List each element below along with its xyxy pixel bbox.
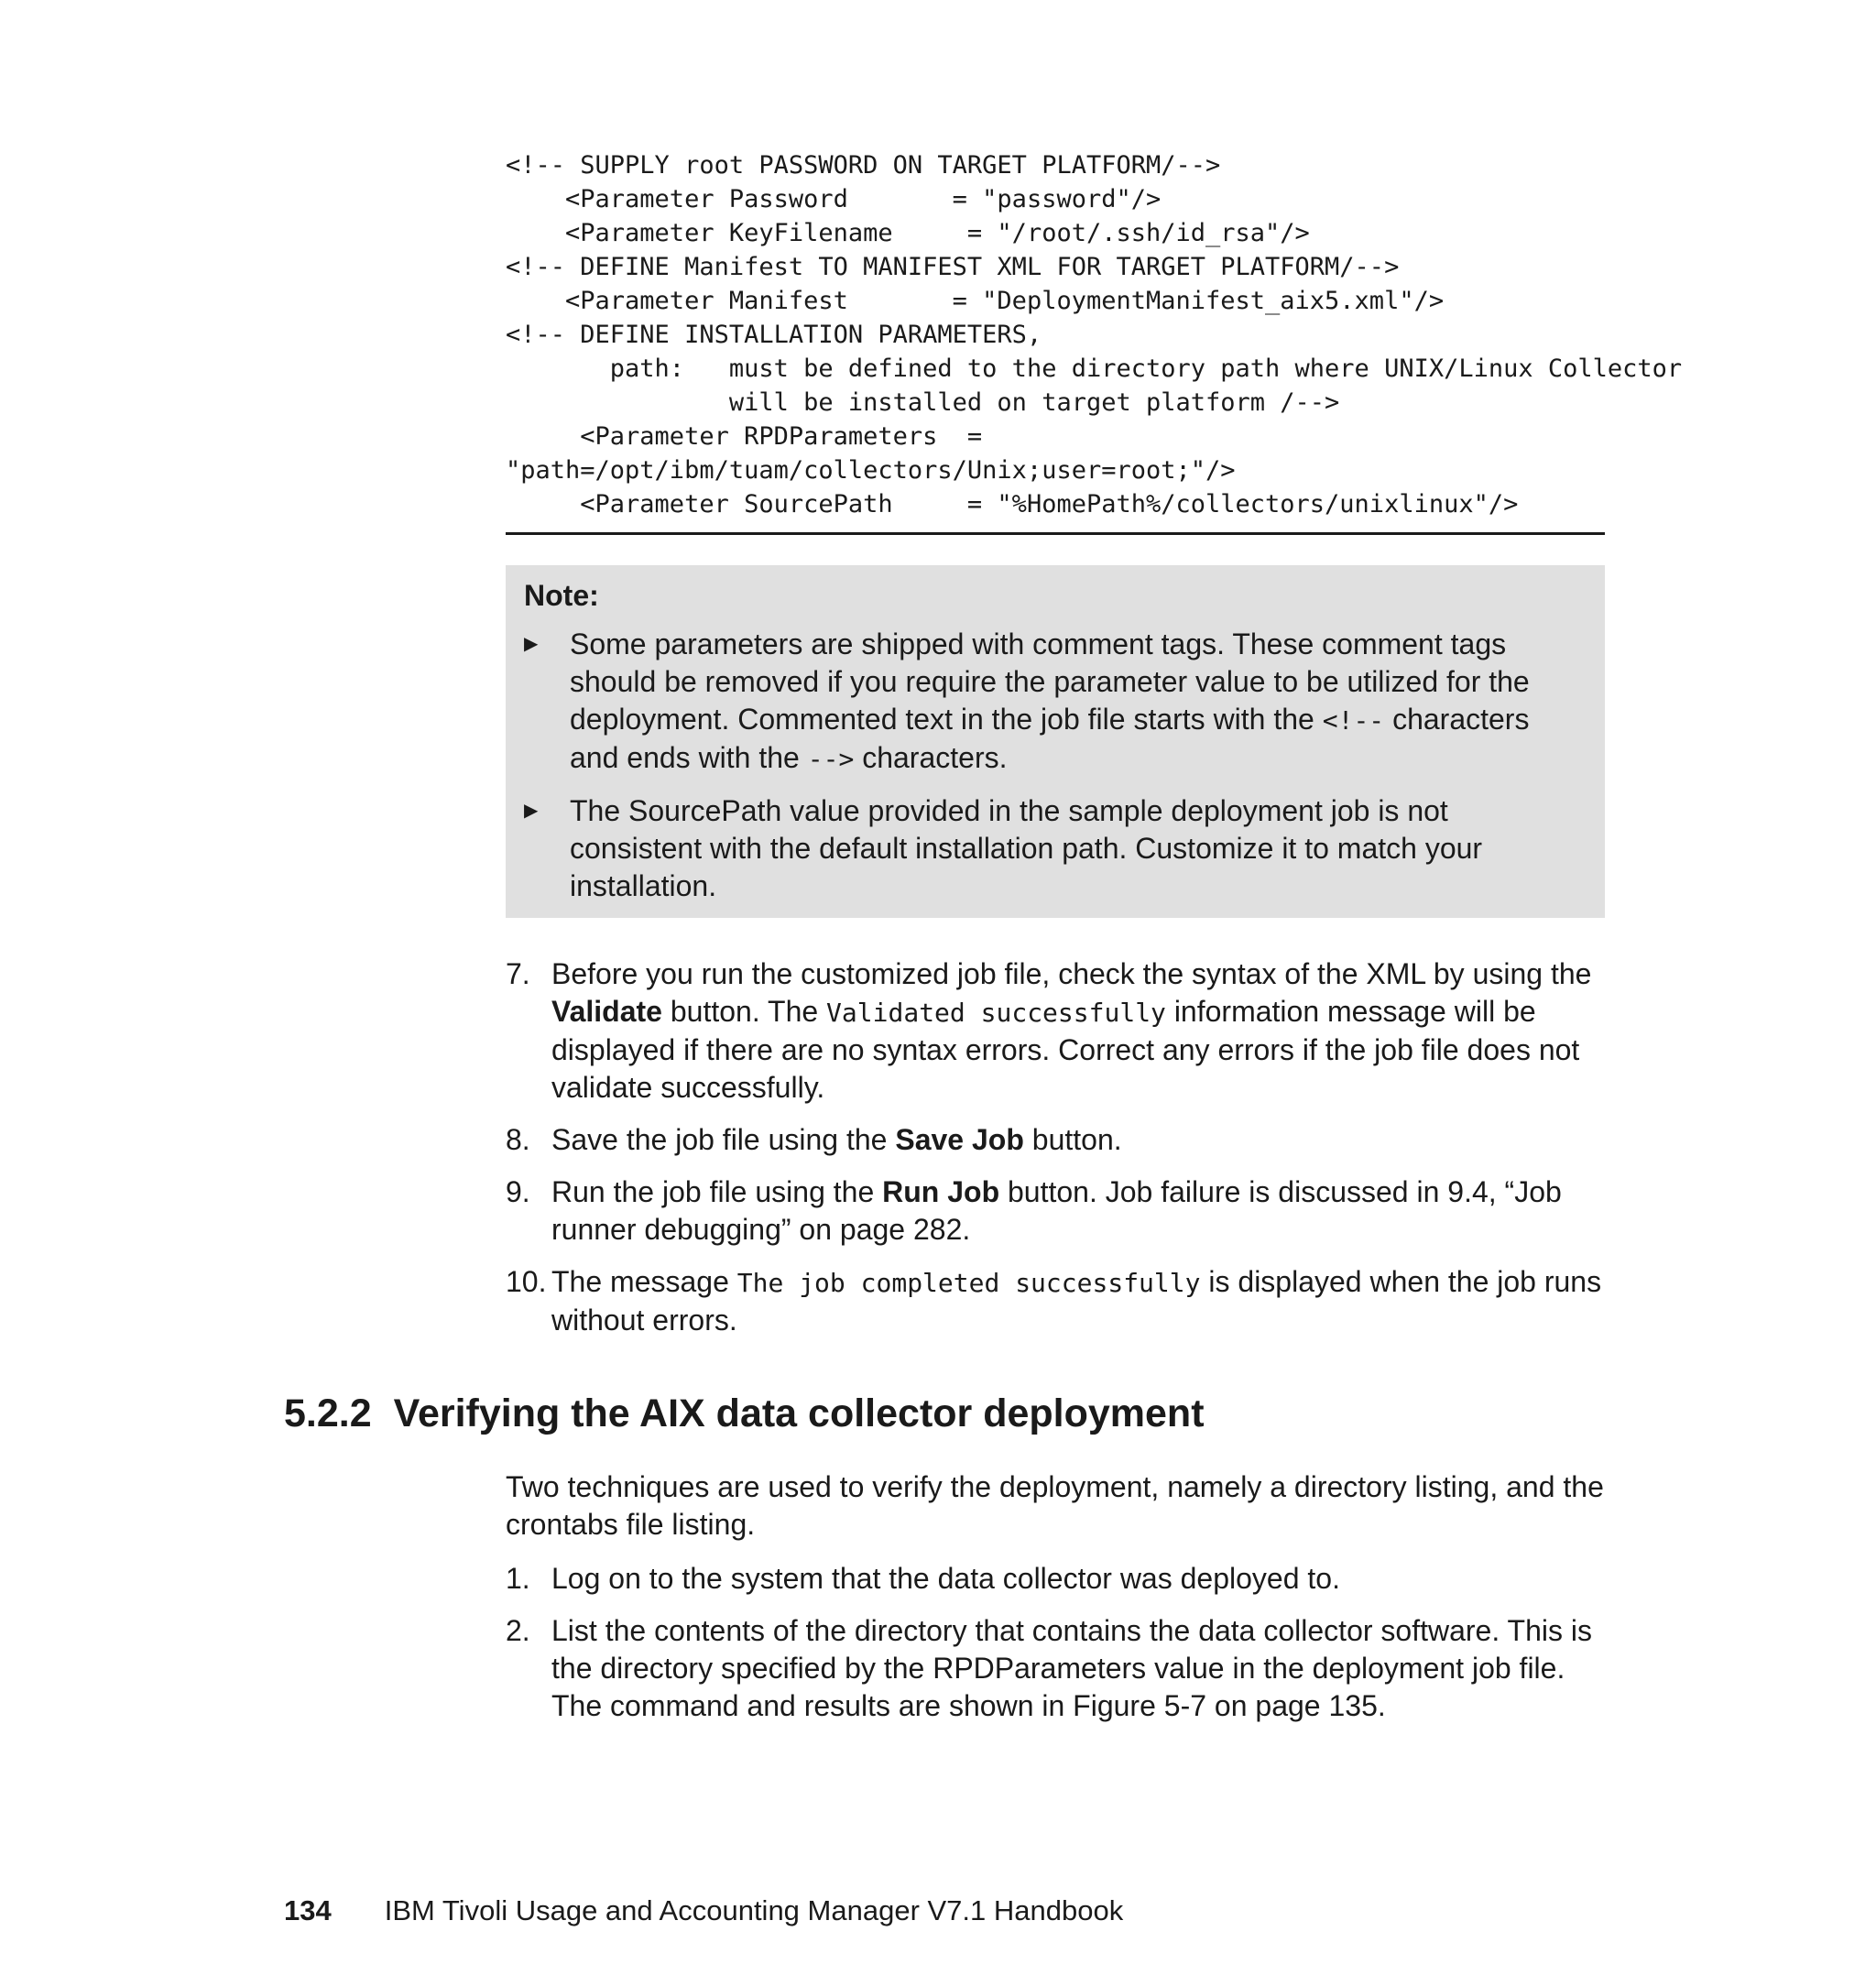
step-text: button. The — [661, 995, 827, 1028]
inline-code: --> — [807, 744, 855, 774]
code-block-divider — [506, 532, 1605, 535]
code-line: will be installed on target platform /--> — [506, 388, 1340, 417]
note-title: Note: — [524, 579, 599, 612]
step-number: 8. — [506, 1123, 530, 1156]
steps-list — [506, 955, 1605, 1354]
step-number: 7. — [506, 957, 530, 990]
list-item — [506, 1121, 1605, 1159]
note-item — [524, 626, 1577, 778]
code-line: <Parameter KeyFilename = "/root/.ssh/id_rsa"/> — [506, 219, 1310, 247]
note-box — [506, 565, 1605, 918]
note-text: characters and ends with the — [570, 703, 1530, 774]
steps-list — [506, 1560, 1605, 1740]
step-text: is displayed when the job runs without errors. — [551, 1265, 1602, 1337]
step-text: The message — [551, 1265, 737, 1298]
note-text: Some parameters are shipped with comment tags. These comment tags should be removed if you require the parameter value to be utilized for the deployment. Commented text in the job file starts with the — [570, 627, 1530, 736]
step-text: information message will be displayed if there are no syntax errors. Correct any errors if the job file does not validate successfully. — [551, 995, 1580, 1104]
code-block — [506, 148, 1683, 521]
code-line: "path=/opt/ibm/tuam/collectors/Unix;user=root;"/> — [506, 456, 1236, 485]
step-text: button. — [1023, 1123, 1122, 1156]
step-number: 1. — [506, 1562, 530, 1595]
page-number: 134 — [284, 1894, 332, 1926]
section-title-text: Verifying the AIX data collector deployment — [393, 1391, 1205, 1435]
book-title: IBM Tivoli Usage and Accounting Manager V7.1 Handbook — [384, 1894, 1124, 1926]
list-item — [506, 1612, 1605, 1725]
step-text: Log on to the system that the data collector was deployed to. — [551, 1562, 1340, 1595]
code-line: <Parameter SourcePath = "%HomePath%/collectors/unixlinux"/> — [506, 490, 1519, 518]
code-line: <Parameter Password = "password"/> — [506, 185, 1162, 213]
step-text: Before you run the customized job file, check the syntax of the XML by using the — [551, 957, 1592, 990]
list-item — [506, 1263, 1605, 1339]
note-item — [524, 792, 1577, 905]
inline-code: Validated successfully — [826, 998, 1166, 1028]
intro-paragraph: Two techniques are used to verify the deployment, namely a directory listing, and the crontabs file listing. — [506, 1470, 1604, 1541]
section-heading — [284, 1388, 1205, 1439]
list-item — [506, 955, 1605, 1107]
code-line: <!-- DEFINE Manifest TO MANIFEST XML FOR TARGET PLATFORM/--> — [506, 253, 1400, 281]
code-line: <Parameter Manifest = "DeploymentManifest_aix5.xml"/> — [506, 287, 1445, 315]
step-text: List the contents of the directory that contains the data collector software. This is the directory specified by the RPDParameters value in the deployment job file. The command and results are shown in Figure 5-7 on page 135. — [551, 1614, 1592, 1722]
code-line: <Parameter RPDParameters = — [506, 422, 983, 451]
step-text: Save the job file using the — [551, 1123, 896, 1156]
inline-code: The job completed successfully — [736, 1268, 1201, 1298]
list-item — [506, 1173, 1605, 1249]
bullet-arrow-icon: ▶ — [524, 634, 539, 654]
bold-term: Run Job — [882, 1175, 1000, 1208]
step-text: button. Job failure is discussed in 9.4, “Job runner debugging” on page 282. — [551, 1175, 1562, 1246]
note-text: characters. — [854, 741, 1008, 774]
step-text: Run the job file using the — [551, 1175, 883, 1208]
inline-code: <!-- — [1322, 705, 1385, 736]
section-number: 5.2.2 — [284, 1391, 372, 1435]
bullet-arrow-icon: ▶ — [524, 801, 539, 821]
code-line: path: must be defined to the directory path where UNIX/Linux Collector — [506, 355, 1683, 383]
code-line: <!-- SUPPLY root PASSWORD ON TARGET PLATFORM/--> — [506, 151, 1221, 180]
step-number: 9. — [506, 1175, 530, 1208]
list-item — [506, 1560, 1605, 1598]
bold-term: Validate — [551, 995, 662, 1028]
step-number: 10. — [506, 1265, 547, 1298]
bold-term: Save Job — [895, 1123, 1024, 1156]
step-number: 2. — [506, 1614, 530, 1647]
page-footer — [284, 1893, 1123, 1929]
note-text: The SourcePath value provided in the sample deployment job is not consistent with the default installation path. Customize it to match your installation. — [570, 794, 1483, 902]
code-line: <!-- DEFINE INSTALLATION PARAMETERS, — [506, 321, 1042, 349]
